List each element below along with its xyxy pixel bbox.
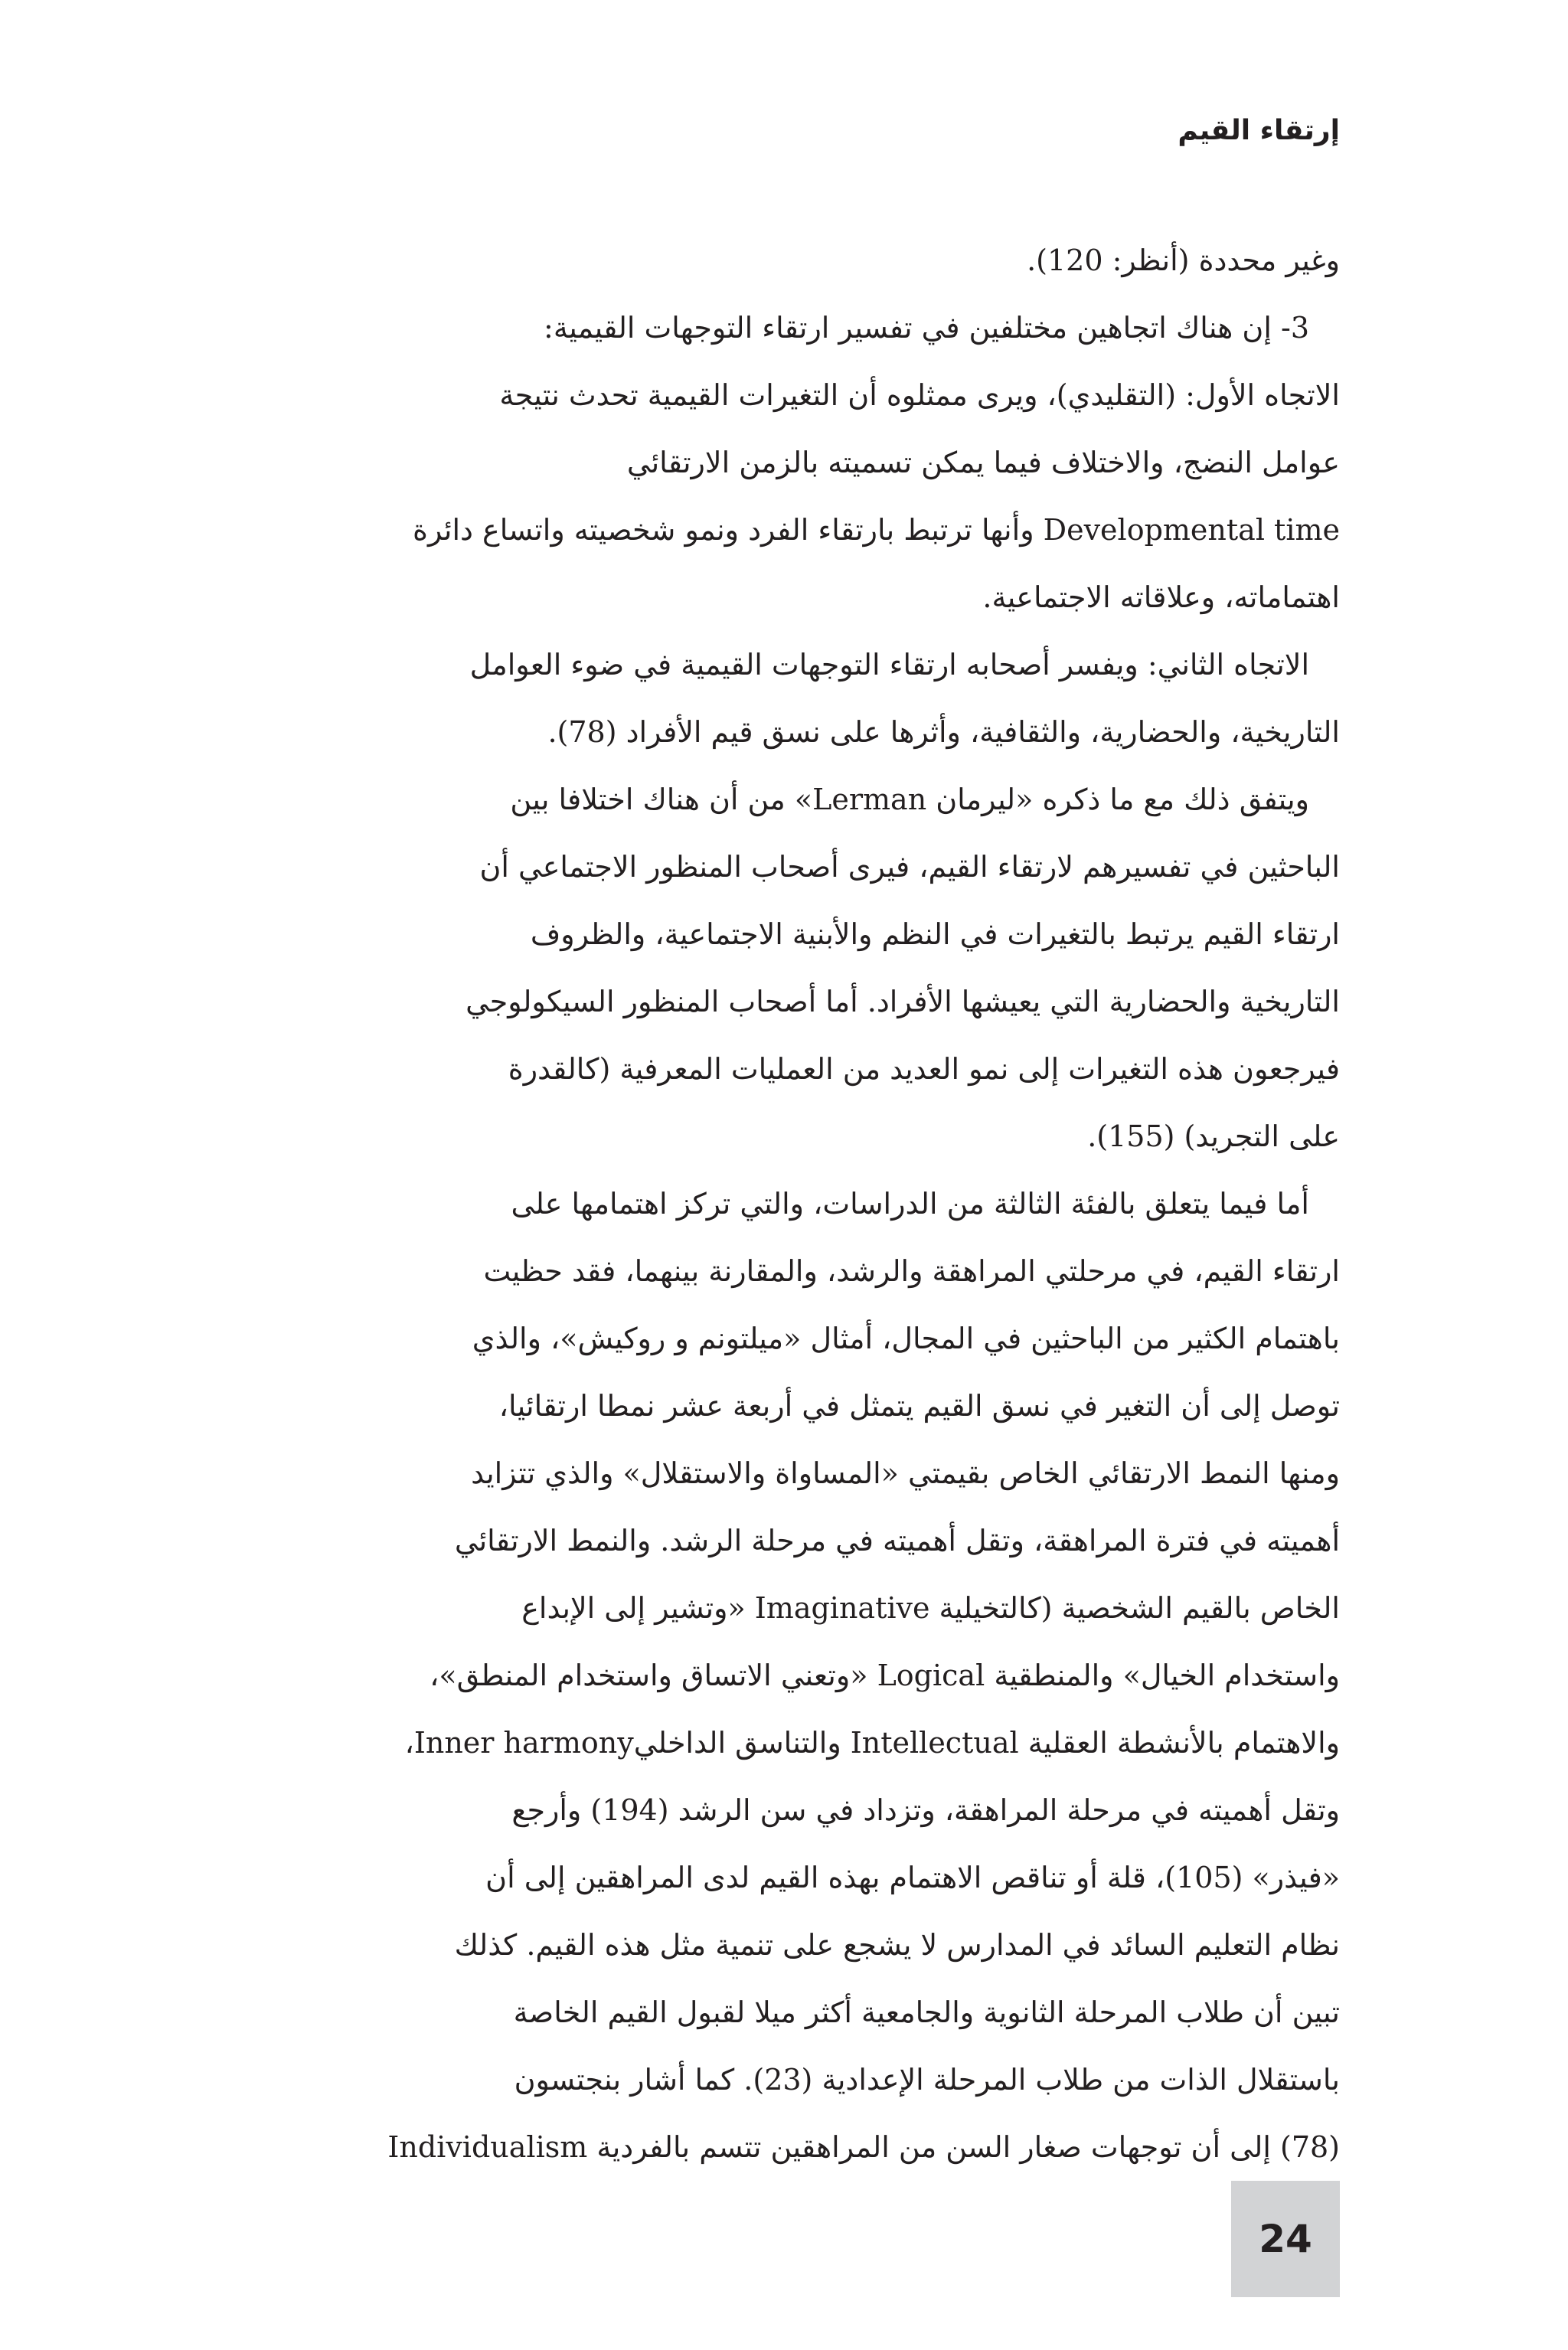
text-line: ارتقاء القيم، في مرحلتي المراهقة والرشد، والمقارنة بينهما، فقد حظيت bbox=[483, 1254, 1340, 1288]
text-line: توصل إلى أن التغير في نسق القيم يتمثل في أربعة عشر نمطا ارتقائيا، bbox=[498, 1389, 1340, 1423]
text-line: 3- إن هناك اتجاهين مختلفين في تفسير ارتقاء التوجهات القيمية: bbox=[544, 311, 1309, 345]
text-line: ومنها النمط الارتقائي الخاص بقيمتي «المساواة والاستقلال» والذي تتزايد bbox=[471, 1456, 1340, 1490]
text-line: باستقلال الذات من طلاب المرحلة الإعدادية (23). كما أشار بنجتسون bbox=[514, 2063, 1340, 2097]
text-line: أما فيما يتعلق بالفئة الثالثة من الدراسات، والتي تركز اهتمامها على bbox=[511, 1187, 1309, 1221]
text-line: باهتمام الكثير من الباحثين في المجال، أمثال «ميلتونم و روكيش»، والذي bbox=[472, 1322, 1340, 1355]
text-line: (78) إلى أن توجهات صغار السن من المراهقين تتسم بالفردية Individualism bbox=[387, 2130, 1340, 2164]
text-line: تبين أن طلاب المرحلة الثانوية والجامعية أكثر ميلا لقبول القيم الخاصة bbox=[513, 1995, 1340, 2029]
page-number: 24 bbox=[1259, 2217, 1312, 2261]
page-number-box bbox=[1231, 2181, 1340, 2297]
text-line: اهتماماته، وعلاقاته الاجتماعية. bbox=[982, 580, 1340, 614]
text-line: الاتجاه الأول: (التقليدي)، ويرى ممثلوه أن التغيرات القيمية تحدث نتيجة bbox=[499, 378, 1340, 412]
body-text bbox=[228, 227, 1340, 2181]
text-line: على التجريد) (155). bbox=[1087, 1119, 1340, 1153]
text-line: الاتجاه الثاني: ويفسر أصحابه ارتقاء التوجهات القيمية في ضوء العوامل bbox=[469, 648, 1309, 681]
text-line: فيرجعون هذه التغيرات إلى نمو العديد من العمليات المعرفية (كالقدرة bbox=[508, 1052, 1340, 1086]
text-line: وتقل أهميته في مرحلة المراهقة، وتزداد في سن الرشد (194) وأرجع bbox=[511, 1793, 1340, 1827]
text-line: نظام التعليم السائد في المدارس لا يشجع على تنمية مثل هذه القيم. كذلك bbox=[454, 1928, 1340, 1962]
text-line: واستخدام الخيال» والمنطقية Logical «وتعني الاتساق واستخدام المنطق»، bbox=[430, 1659, 1340, 1692]
text-line: والاهتمام بالأنشطة العقلية Intellectual والتناسق الداخليInner harmony، bbox=[404, 1726, 1340, 1760]
text-line: «فيذر» (105)، قلة أو تناقص الاهتمام بهذه القيم لدى المراهقين إلى أن bbox=[485, 1861, 1340, 1894]
text-line: ويتفق ذلك مع ما ذكره «ليرمان Lerman» من أن هناك اختلافا بين bbox=[510, 783, 1309, 816]
text-line: ارتقاء القيم يرتبط بالتغيرات في النظم والأبنية الاجتماعية، والظروف bbox=[530, 917, 1340, 951]
text-line: عوامل النضج، والاختلاف فيما يمكن تسميته بالزمن الارتقائي bbox=[626, 446, 1340, 479]
text-line: الخاص بالقيم الشخصية (كالتخيلية Imaginative «وتشير إلى الإبداع bbox=[521, 1591, 1340, 1625]
text-line: أهميته في فترة المراهقة، وتقل أهميته في مرحلة الرشد. والنمط الارتقائي bbox=[454, 1524, 1340, 1557]
running-head-title: إرتقاء القيم bbox=[1178, 115, 1340, 146]
text-line: الباحثين في تفسيرهم لارتقاء القيم، فيرى أصحاب المنظور الاجتماعي أن bbox=[479, 850, 1340, 884]
text-line: التاريخية، والحضارية، والثقافية، وأثرها على نسق قيم الأفراد (78). bbox=[547, 715, 1340, 749]
text-line: Developmental time وأنها ترتبط بارتقاء الفرد ونمو شخصيته واتساع دائرة bbox=[413, 513, 1340, 547]
text-line: التاريخية والحضارية التي يعيشها الأفراد. أما أصحاب المنظور السيكولوجي bbox=[466, 985, 1340, 1018]
text-line: وغير محددة (أنظر: 120). bbox=[1027, 243, 1340, 277]
